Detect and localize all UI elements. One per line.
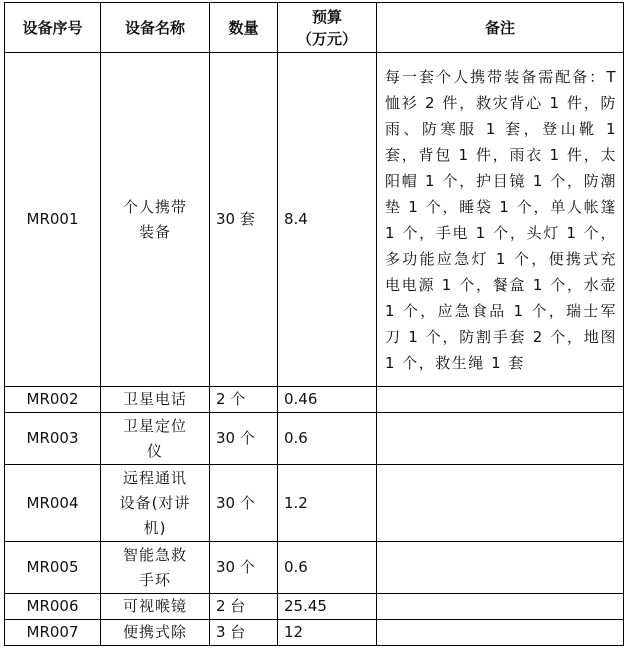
cell-name: [101, 53, 210, 387]
header-budget-line1: 预算: [311, 7, 342, 26]
table-row: [5, 387, 624, 413]
cell-budget: 0.6: [278, 542, 377, 594]
cell-budget: 1.2: [278, 465, 377, 542]
header-name: 设备名称: [101, 3, 210, 53]
header-budget: [278, 3, 377, 53]
cell-note: [377, 594, 624, 620]
cell-id: MR006: [5, 594, 101, 620]
header-note: 备注: [377, 3, 624, 53]
cell-budget: 25.45: [278, 594, 377, 620]
cell-name-text: 可视喉镜: [122, 597, 187, 615]
table-row: [5, 413, 624, 465]
table-row: [5, 542, 624, 594]
cell-qty: 30 套: [210, 53, 278, 387]
cell-qty: 3 台: [210, 620, 278, 646]
header-qty: 数量: [210, 3, 278, 53]
cell-name: [101, 620, 210, 646]
cell-name: [101, 542, 210, 594]
cell-name-text: 卫星电话: [122, 390, 187, 408]
equipment-table: [4, 2, 624, 646]
cell-name: [101, 387, 210, 413]
cell-qty: 30 个: [210, 465, 278, 542]
cell-budget: 0.46: [278, 387, 377, 413]
cell-note: 每一套个人携带装备需配备：T 恤衫 2 件，救灾背心 1 件，防雨、防寒服 1 套，登山靴 1 套，背包 1 件，雨衣 1 件，太阳帽 1 个，护目镜 1 个，防潮垫 1 个，睡袋 1 个，单人帐篷 1 个，手电 1 个，头灯 1 个，多功能应急灯 1 个，便携式充电电源 1 个，餐盒 1 个，水壶 1 个，应急食品 1 个，瑞士军刀 1 个，防割手套 2 个，地图 1 个，救生绳 1 套: [377, 53, 624, 387]
table-row: [5, 620, 624, 646]
cell-name: [101, 594, 210, 620]
cell-name-text: 远程通讯设备(对讲机): [119, 468, 191, 537]
header-budget-line2: （万元）: [296, 29, 357, 48]
cell-note: [377, 387, 624, 413]
cell-note: [377, 542, 624, 594]
cell-name: [101, 465, 210, 542]
cell-budget: 8.4: [278, 53, 377, 387]
header-id: 设备序号: [5, 3, 101, 53]
cell-name-text: 个人携带装备: [122, 197, 187, 241]
cell-note: [377, 620, 624, 646]
cell-id: MR007: [5, 620, 101, 646]
cell-id: MR004: [5, 465, 101, 542]
table-row: [5, 594, 624, 620]
cell-qty: 2 个: [210, 387, 278, 413]
cell-name-text: 便携式除: [122, 623, 187, 641]
table-row: [5, 53, 624, 387]
cell-budget: 0.6: [278, 413, 377, 465]
cell-id: MR003: [5, 413, 101, 465]
cell-name: [101, 413, 210, 465]
cell-name-text: 智能急救手环: [122, 545, 187, 589]
cell-qty: 30 个: [210, 413, 278, 465]
cell-budget: 12: [278, 620, 377, 646]
cell-id: MR005: [5, 542, 101, 594]
table-row: [5, 465, 624, 542]
cell-qty: 2 台: [210, 594, 278, 620]
cell-name-text: 卫星定位仪: [122, 416, 187, 460]
cell-id: MR002: [5, 387, 101, 413]
cell-qty: 30 个: [210, 542, 278, 594]
cell-note: [377, 413, 624, 465]
cell-id: MR001: [5, 53, 101, 387]
cell-note: [377, 465, 624, 542]
header-row: [5, 3, 624, 53]
